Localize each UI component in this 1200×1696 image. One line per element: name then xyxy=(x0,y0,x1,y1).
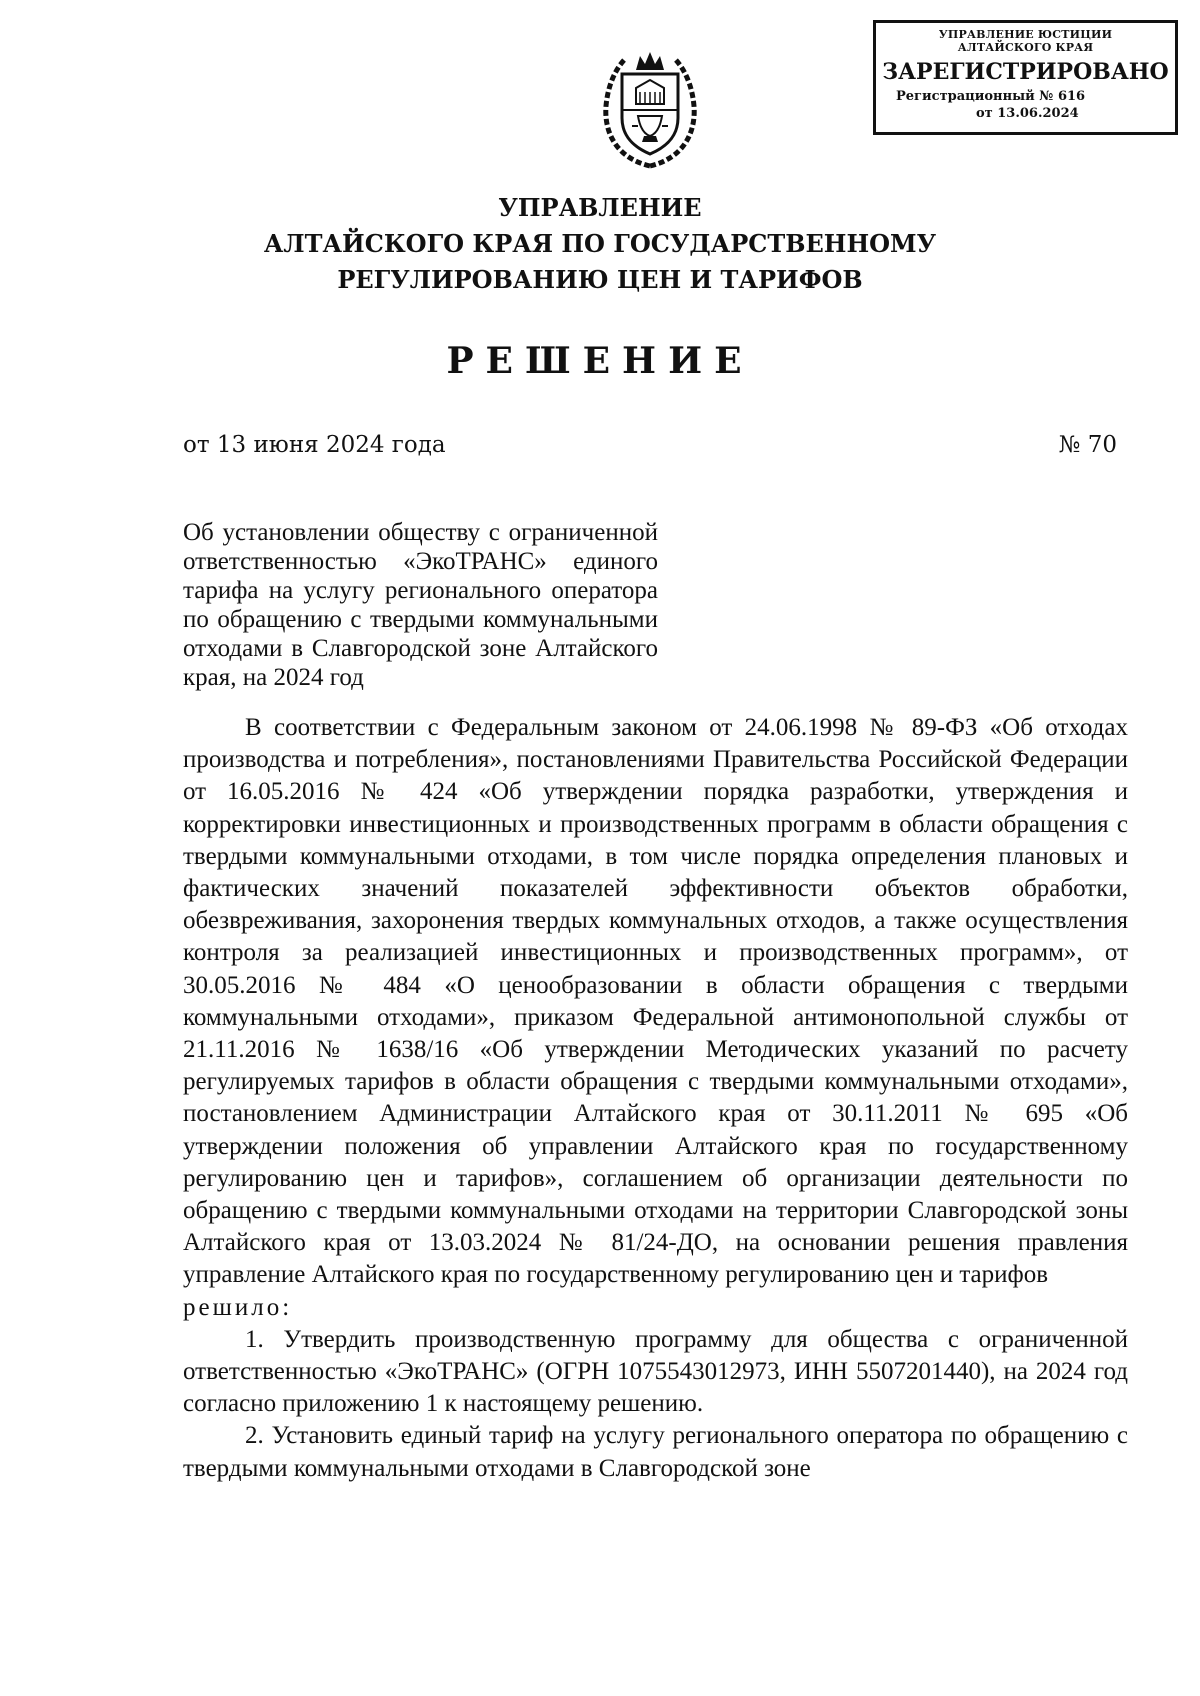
preamble-paragraph: В соответствии с Федеральным законом от 24.06.1998 № 89-ФЗ «Об отходах производства и потребления», постановлениями Правительства Российской Федерации от 16.05.2016 № 424 «Об утверждении порядка разработки, утверждения и корректировки инвестиционных и производственных программ в области обращения с твердыми коммунальными отходами, в том числе порядка определения плановых и фактических значений показателей эффективности объектов обработки, обезвреживания, захоронения твердых коммунальных отходов, а также осуществления контроля за реализацией инвестиционных и производственных программ», от 30.05.2016 № 484 «О ценообразовании в области обращения с твердыми коммунальными отходами», приказом Федеральной антимонопольной службы от 21.11.2016 № 1638/16 «Об утверждении Методических указаний по расчету регулируемых тарифов в области обращения с твердыми коммунальными отходами», постановлением Администрации Алтайского края от 30.11.2011 № 695 «Об утверждении положения об управлении Алтайского края по государственному регулированию цен и тарифов», соглашением об организации деятельности по обращению с твердыми коммунальными отходами на территории Славгородской зоны Алтайского края от 13.03.2024 № 81/24-ДО, на основании решения правления управление Алтайского края по государственному регулированию цен и тарифов xyxy=(183,714,1128,1289)
document-subject: Об установлении обществу с ограниченной ответственностью «ЭкоТРАНС» единого тарифа на услугу регионального оператора по обращению с твердыми коммунальными отходами в Славгородской зоне Алтайского края, на 2024 год xyxy=(183,519,658,691)
document-number: № 70 xyxy=(1058,432,1117,458)
stamp-reg-date: от 13.06.2024 xyxy=(976,106,1079,121)
resolved-line: решило: xyxy=(183,1293,293,1321)
document-type-title: РЕШЕНИЕ xyxy=(446,340,754,382)
registration-stamp xyxy=(873,20,1178,135)
agency-line2: АЛТАЙСКОГО КРАЯ ПО ГОСУДАРСТВЕННОМУ xyxy=(263,229,937,258)
stamp-reg-number: Регистрационный № 616 xyxy=(896,89,1086,104)
item-1-paragraph: 1. Утвердить производственную программу для общества с ограниченной ответственностью «ЭкоТРАНС» (ОГРН 1075543012973, ИНН 5507201440), на 2024 год согласно приложению 1 к настоящему решению. xyxy=(183,1325,1128,1418)
stamp-status: ЗАРЕГИСТРИРОВАНО xyxy=(882,59,1169,85)
document-body xyxy=(183,712,1128,1485)
agency-line3: РЕГУЛИРОВАНИЮ ЦЕН И ТАРИФОВ xyxy=(337,265,863,294)
agency-name xyxy=(150,190,1050,298)
agency-line1: УПРАВЛЕНИЕ xyxy=(498,193,702,222)
altai-krai-coat-of-arms-icon xyxy=(598,48,702,170)
stamp-org-line1: УПРАВЛЕНИЕ ЮСТИЦИИ xyxy=(938,28,1113,41)
stamp-org-line2: АЛТАЙСКОГО КРАЯ xyxy=(957,41,1094,54)
item-2-paragraph: 2. Установить единый тариф на услугу регионального оператора по обращению с твердыми коммунальными отходами в Славгородской зоне xyxy=(183,1422,1128,1482)
document-date: от 13 июня 2024 года xyxy=(183,432,446,458)
